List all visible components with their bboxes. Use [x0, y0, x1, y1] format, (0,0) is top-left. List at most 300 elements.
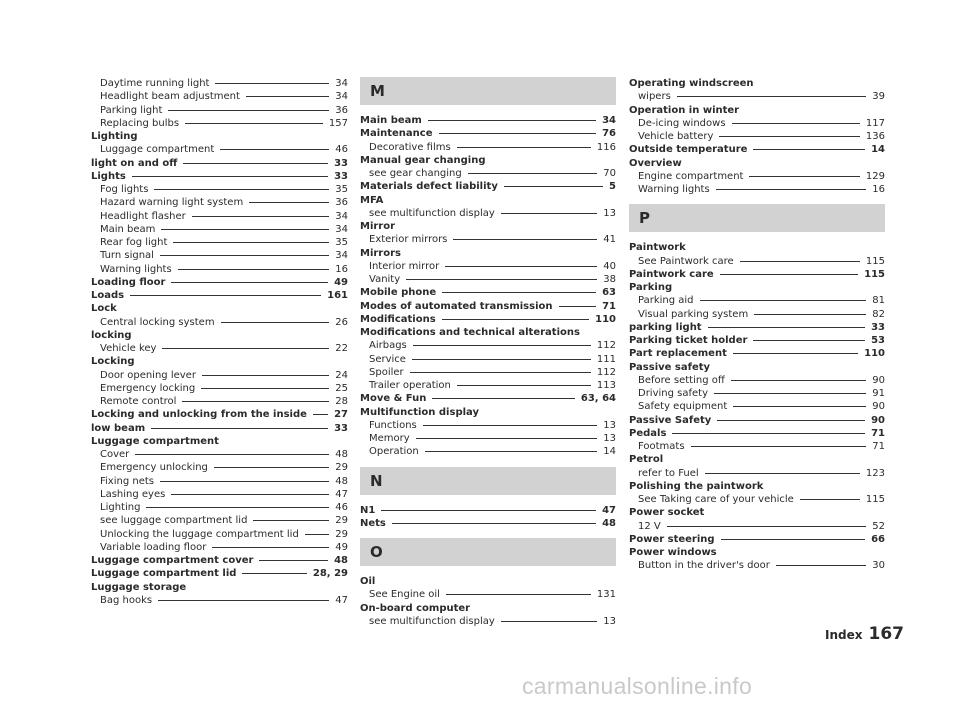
index-heading: Lock	[91, 303, 117, 315]
index-subentry	[91, 196, 348, 209]
leader-line	[406, 279, 597, 280]
index-entry	[360, 300, 616, 313]
entry-label: Visual parking system	[638, 308, 749, 320]
leader-line	[754, 314, 866, 315]
leader-line	[672, 433, 865, 434]
index-entry	[360, 504, 616, 517]
entry-label: see multifunction display	[369, 207, 495, 219]
entry-label: Lighting	[100, 502, 141, 513]
index-subentry	[360, 273, 616, 286]
leader-line	[192, 216, 330, 217]
index-entry	[360, 392, 616, 405]
entry-label: Functions	[369, 419, 417, 431]
entry-label: Headlight beam adjustment	[100, 91, 240, 103]
index-subentry	[91, 183, 348, 196]
entry-page-number: 29	[335, 462, 348, 474]
leader-line	[721, 539, 866, 540]
entry-label: wipers	[638, 91, 671, 103]
index-subentry	[91, 501, 348, 514]
entry-page-number: 36	[335, 104, 348, 116]
index-subentry	[91, 104, 348, 117]
leader-line	[416, 438, 598, 439]
entry-label: Central locking system	[100, 316, 215, 328]
entry-page-number: 38	[603, 274, 616, 285]
leader-line	[259, 560, 328, 561]
index-subentry	[629, 374, 885, 387]
entry-label: Lashing eyes	[100, 488, 166, 500]
index-heading: locking	[91, 329, 132, 341]
leader-line	[732, 123, 860, 124]
index-subentry	[629, 520, 885, 533]
leader-line	[410, 372, 591, 373]
entry-page-number: 16	[335, 263, 348, 275]
index-subentry	[629, 294, 885, 307]
entry-label: Materials defect liability	[360, 181, 498, 193]
leader-line	[130, 295, 321, 296]
leader-line	[559, 306, 597, 307]
leader-line	[733, 353, 858, 354]
leader-line	[182, 401, 329, 402]
entry-page-number: 63	[602, 287, 616, 299]
index-entry	[91, 289, 348, 302]
index-subentry	[91, 514, 348, 527]
leader-line	[242, 573, 306, 574]
leader-line	[708, 327, 865, 328]
leader-line	[504, 186, 603, 187]
entry-label: Vehicle battery	[638, 131, 714, 142]
entry-page-number: 52	[872, 520, 885, 532]
entry-page-number: 81	[872, 295, 885, 307]
leader-line	[413, 345, 591, 346]
entry-page-number: 33	[871, 321, 885, 333]
index-subentry	[91, 594, 348, 607]
entry-page-number: 35	[335, 184, 348, 195]
entry-label: Driving safety	[638, 388, 708, 399]
leader-line	[183, 163, 328, 164]
index-heading: Luggage storage	[91, 581, 187, 593]
leader-line	[212, 547, 329, 548]
leader-line	[501, 621, 597, 622]
entry-page-number: 115	[865, 494, 885, 505]
entry-label: Main beam	[100, 223, 156, 235]
entry-label: Service	[369, 353, 406, 365]
page-footer	[825, 624, 904, 644]
entry-label: Trailer operation	[369, 380, 451, 391]
entry-page-number: 49	[334, 276, 348, 288]
entry-page-number: 46	[335, 144, 348, 156]
leader-line	[700, 300, 867, 301]
entry-label: Lights	[91, 170, 126, 182]
entry-page-number: 71	[602, 300, 616, 312]
leader-line	[423, 425, 598, 426]
index-subentry	[360, 366, 616, 379]
entry-page-number: 26	[335, 316, 348, 328]
index-subentry	[629, 183, 885, 196]
index-subentry	[91, 249, 348, 262]
entry-page-number: 34	[335, 210, 348, 222]
index-subentry	[629, 559, 885, 572]
entry-label: Power steering	[629, 533, 715, 545]
entry-page-number: 112	[596, 340, 616, 352]
entry-page-number: 82	[872, 308, 885, 320]
leader-line	[305, 534, 329, 535]
leader-line	[215, 83, 329, 84]
entry-label: Emergency locking	[100, 382, 196, 394]
leader-line	[720, 274, 858, 275]
leader-line	[201, 388, 329, 389]
entry-page-number: 112	[596, 366, 616, 378]
leader-line	[677, 96, 866, 97]
index-heading: Passive safety	[629, 361, 711, 373]
leader-line	[731, 380, 867, 381]
entry-label: see luggage compartment lid	[100, 515, 248, 527]
leader-line	[168, 110, 329, 111]
entry-label: Fog lights	[100, 184, 149, 195]
entry-page-number: 161	[327, 290, 348, 301]
index-entry	[629, 321, 885, 334]
entry-label: Warning lights	[638, 184, 710, 195]
index-subentry	[91, 223, 348, 236]
leader-line	[171, 494, 329, 495]
entry-label: Hazard warning light system	[100, 197, 244, 209]
index-subentry	[91, 488, 348, 501]
index-entry	[629, 427, 885, 440]
entry-label: Button in the driver's door	[638, 560, 770, 572]
entry-page-number: 40	[603, 260, 616, 272]
entry-label: Safety equipment	[638, 401, 728, 413]
entry-label: Warning lights	[100, 263, 172, 275]
leader-line	[457, 147, 591, 148]
leader-line	[445, 266, 597, 267]
index-heading: Oil	[360, 576, 376, 587]
entry-page-number: 63, 64	[580, 393, 616, 405]
leader-line	[392, 523, 596, 524]
index-subentry	[629, 308, 885, 321]
entry-page-number: 28, 29	[312, 568, 348, 580]
leader-line	[146, 507, 329, 508]
entry-page-number: 47	[602, 504, 616, 516]
leader-line	[220, 149, 329, 150]
entry-page-number: 90	[871, 414, 885, 426]
index-subentry	[360, 588, 616, 601]
entry-page-number: 5	[609, 181, 616, 193]
entry-label: Part replacement	[629, 348, 727, 360]
entry-label: Emergency unlocking	[100, 462, 208, 474]
leader-line	[151, 428, 328, 429]
leader-line	[446, 594, 591, 595]
index-entry	[91, 567, 348, 580]
index-column-2	[360, 77, 616, 628]
entry-label: Variable loading floor	[100, 541, 207, 553]
entry-page-number: 116	[596, 141, 616, 153]
leader-line	[160, 481, 329, 482]
index-heading: Locking	[91, 356, 135, 368]
leader-line	[132, 176, 328, 177]
leader-line	[154, 189, 329, 190]
index-subentry	[91, 90, 348, 103]
entry-page-number: 48	[335, 475, 348, 487]
entry-label: 12 V	[638, 520, 661, 532]
entry-page-number: 117	[865, 117, 885, 129]
leader-line	[468, 173, 598, 174]
entry-page-number: 13	[603, 207, 616, 219]
index-subentry	[629, 170, 885, 183]
index-subentry	[91, 382, 348, 395]
leader-line	[249, 202, 329, 203]
leader-line	[135, 454, 329, 455]
entry-label: Spoiler	[369, 366, 404, 378]
leader-line	[501, 213, 597, 214]
entry-page-number: 91	[872, 388, 885, 399]
entry-page-number: 34	[335, 223, 348, 235]
index-subentry	[91, 236, 348, 249]
index-subentry	[91, 369, 348, 382]
entry-label: Vehicle key	[100, 343, 157, 354]
entry-label: Luggage compartment cover	[91, 555, 254, 566]
index-entry	[91, 276, 348, 289]
footer-section-label: Index	[825, 628, 863, 642]
index-subentry	[629, 387, 885, 400]
entry-label: Rear fog light	[100, 237, 168, 248]
entry-page-number: 71	[872, 441, 885, 452]
entry-label: Turn signal	[100, 250, 154, 262]
entry-page-number: 14	[603, 446, 616, 458]
leader-line	[202, 375, 329, 376]
entry-page-number: 48	[334, 555, 348, 566]
leader-line	[753, 340, 865, 341]
index-subentry	[91, 316, 348, 329]
index-entry	[91, 408, 348, 421]
index-subentry	[629, 130, 885, 143]
entry-label: Mobile phone	[360, 287, 437, 299]
leader-line	[733, 406, 866, 407]
entry-page-number: 48	[335, 449, 348, 460]
entry-label: See Engine oil	[369, 589, 440, 601]
index-entry	[91, 554, 348, 567]
leader-line	[667, 526, 867, 527]
leader-line	[171, 282, 328, 283]
entry-page-number: 33	[334, 422, 348, 434]
index-subentry	[629, 440, 885, 453]
leader-line	[381, 510, 596, 511]
entry-page-number: 111	[596, 353, 616, 365]
leader-line	[439, 133, 597, 134]
entry-page-number: 129	[865, 170, 885, 182]
page-number: 167	[868, 624, 904, 644]
index-heading: Polishing the paintwork	[629, 480, 764, 492]
leader-line	[719, 136, 859, 137]
index-subentry	[91, 541, 348, 554]
leader-line	[428, 120, 596, 121]
entry-label: Locking and unlocking from the inside	[91, 409, 307, 421]
entry-label: Luggage compartment	[100, 144, 215, 156]
entry-page-number: 28	[335, 396, 348, 407]
index-subentry	[91, 448, 348, 461]
index-entry	[360, 517, 616, 530]
index-entry	[629, 334, 885, 347]
leader-line	[714, 393, 866, 394]
leader-line	[253, 520, 329, 521]
leader-line	[800, 499, 860, 500]
entry-label: Engine compartment	[638, 170, 744, 182]
entry-page-number: 113	[596, 380, 616, 391]
index-subentry	[629, 117, 885, 130]
entry-page-number: 110	[864, 348, 885, 360]
entry-label: Replacing bulbs	[100, 117, 180, 129]
index-heading: Paintwork	[629, 242, 686, 254]
leader-line	[453, 239, 597, 240]
entry-page-number: 13	[603, 615, 616, 627]
index-subentry	[360, 432, 616, 445]
entry-label: Parking ticket holder	[629, 335, 748, 346]
entry-page-number: 34	[335, 78, 348, 89]
entry-page-number: 34	[335, 250, 348, 262]
entry-label: Airbags	[369, 340, 407, 352]
entry-page-number: 39	[872, 91, 885, 103]
entry-label: see gear changing	[369, 168, 462, 179]
entry-page-number: 34	[335, 91, 348, 103]
entry-page-number: 13	[603, 419, 616, 431]
index-subentry	[360, 419, 616, 432]
entry-label: Loads	[91, 290, 125, 301]
index-heading: Operating windscreen	[629, 78, 754, 89]
entry-page-number: 48	[602, 517, 616, 529]
index-column-1	[91, 77, 348, 607]
entry-label: light on and off	[91, 157, 178, 169]
entry-label: See Paintwork care	[638, 255, 734, 267]
index-entry	[629, 347, 885, 360]
entry-page-number: 13	[603, 433, 616, 444]
index-subentry	[629, 400, 885, 413]
section-letter-header: N	[360, 467, 616, 495]
index-subentry	[91, 395, 348, 408]
entry-label: Parking light	[100, 104, 163, 116]
index-entry	[629, 533, 885, 546]
index-heading: Manual gear changing	[360, 154, 486, 166]
entry-page-number: 47	[335, 594, 348, 606]
entry-page-number: 29	[335, 528, 348, 540]
leader-line	[442, 319, 589, 320]
entry-page-number: 29	[335, 515, 348, 527]
entry-page-number: 90	[872, 374, 885, 386]
index-heading: Luggage compartment	[91, 435, 219, 447]
entry-label: Outside temperature	[629, 144, 748, 156]
index-heading: Power socket	[629, 507, 705, 519]
index-heading: Multifunction display	[360, 406, 479, 418]
entry-label: Fixing nets	[100, 475, 154, 487]
entry-page-number: 71	[871, 427, 885, 439]
index-subentry	[91, 77, 348, 90]
leader-line	[160, 255, 329, 256]
index-entry	[360, 313, 616, 326]
leader-line	[173, 242, 329, 243]
entry-label: Unlocking the luggage compartment lid	[100, 528, 299, 540]
entry-page-number: 41	[603, 234, 616, 246]
index-heading: Lighting	[91, 131, 138, 142]
index-heading: Mirrors	[360, 247, 401, 259]
entry-page-number: 33	[334, 170, 348, 182]
leader-line	[214, 467, 329, 468]
entry-label: Memory	[369, 433, 410, 444]
index-heading: Parking	[629, 282, 673, 293]
index-subentry	[91, 263, 348, 276]
entry-label: Parking aid	[638, 295, 694, 307]
entry-label: Interior mirror	[369, 260, 440, 272]
entry-label: Paintwork care	[629, 268, 714, 280]
leader-line	[753, 149, 865, 150]
leader-line	[691, 446, 867, 447]
entry-label: Exterior mirrors	[369, 234, 448, 246]
index-entry	[360, 286, 616, 299]
entry-page-number: 46	[335, 502, 348, 513]
leader-line	[185, 123, 323, 124]
leader-line	[246, 96, 329, 97]
section-letter-header: O	[360, 538, 616, 566]
index-heading: Mirror	[360, 221, 396, 232]
index-heading: Modifications and technical alterations	[360, 327, 580, 338]
entry-label: parking light	[629, 321, 702, 333]
index-entry	[360, 180, 616, 193]
entry-page-number: 115	[864, 268, 885, 280]
entry-page-number: 157	[328, 117, 348, 129]
entry-label: Decorative films	[369, 141, 451, 153]
entry-page-number: 131	[596, 589, 616, 601]
index-subentry	[91, 117, 348, 130]
index-heading: On-board computer	[360, 602, 471, 614]
leader-line	[161, 229, 329, 230]
entry-label: Move & Fun	[360, 393, 427, 405]
index-entry	[629, 414, 885, 427]
index-entry	[91, 170, 348, 183]
watermark-text: carmanualsonline.info	[522, 673, 753, 699]
entry-label: Luggage compartment lid	[91, 568, 237, 580]
entry-label: low beam	[91, 422, 146, 434]
entry-label: De-icing windows	[638, 117, 726, 129]
entry-label: Passive Safety	[629, 414, 712, 426]
entry-page-number: 34	[602, 115, 616, 126]
leader-line	[221, 322, 330, 323]
index-subentry	[91, 342, 348, 355]
index-heading: Operation in winter	[629, 104, 740, 116]
leader-line	[740, 261, 860, 262]
leader-line	[442, 292, 596, 293]
entry-page-number: 115	[865, 255, 885, 267]
index-heading: Overview	[629, 157, 682, 169]
entry-label: Footmats	[638, 441, 685, 452]
entry-label: Maintenance	[360, 128, 433, 140]
index-entry	[360, 114, 616, 127]
entry-page-number: 53	[871, 335, 885, 346]
index-subentry	[360, 233, 616, 246]
entry-page-number: 136	[865, 131, 885, 142]
leader-line	[178, 269, 330, 270]
index-subentry	[91, 210, 348, 223]
entry-page-number: 36	[335, 197, 348, 209]
entry-label: Main beam	[360, 115, 422, 126]
index-subentry	[91, 528, 348, 541]
leader-line	[457, 385, 591, 386]
index-subentry	[629, 493, 885, 506]
index-entry	[629, 143, 885, 156]
index-entry	[91, 422, 348, 435]
entry-page-number: 22	[335, 343, 348, 354]
entry-page-number: 16	[872, 184, 885, 195]
index-subentry	[360, 445, 616, 458]
index-subentry	[91, 143, 348, 156]
entry-page-number: 123	[865, 467, 885, 479]
index-subentry	[91, 475, 348, 488]
leader-line	[717, 420, 865, 421]
